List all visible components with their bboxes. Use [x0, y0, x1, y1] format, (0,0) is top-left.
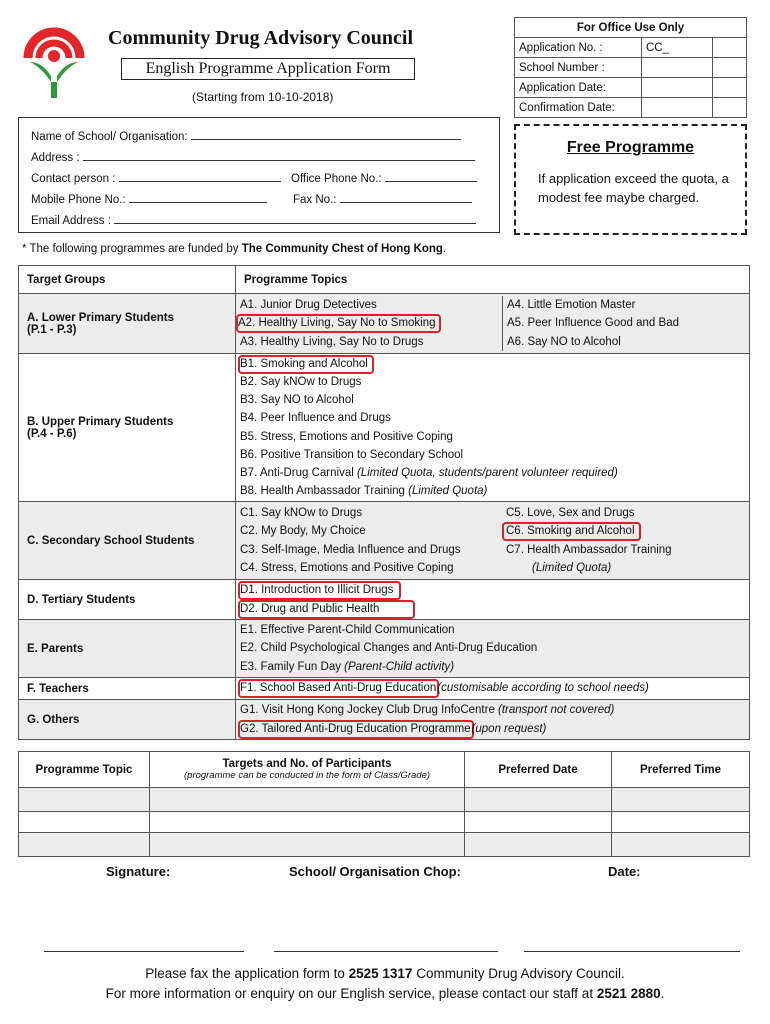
application-header-row	[19, 752, 750, 788]
topic-c3[interactable]: C3. Self-Image, Media Influence and Drugs	[240, 543, 461, 556]
input-cell[interactable]	[150, 812, 465, 833]
topic-d1[interactable]: D1. Introduction to Illicit Drugs	[240, 583, 399, 598]
group-d-name: D. Tertiary Students	[19, 580, 236, 620]
topic-g2[interactable]: G2. Tailored Anti-Drug Education Programme	[240, 722, 471, 735]
office-value[interactable]: CC_	[642, 38, 713, 58]
signature-label: Signature:	[106, 864, 171, 879]
office-value[interactable]	[642, 78, 713, 98]
col-preferred-time: Preferred Time	[612, 752, 750, 788]
col-targets: Targets and No. of Participants	[222, 758, 392, 770]
date-label: Date:	[608, 864, 641, 879]
school-name-field[interactable]	[191, 128, 461, 140]
input-cell[interactable]	[19, 833, 150, 857]
application-row	[19, 812, 750, 833]
footer-contact-suffix: .	[660, 986, 665, 1001]
group-f-name: F. Teachers	[19, 678, 236, 700]
form-title: English Programme Application Form	[121, 58, 415, 80]
group-row-d	[19, 580, 750, 620]
footer-phone-number: 2521 2880	[596, 986, 661, 1001]
topic-a4[interactable]: A4. Little Emotion Master	[507, 299, 636, 312]
funding-name: The Community Chest of Hong Kong	[241, 243, 443, 255]
group-c-name: C. Secondary School Students	[19, 502, 236, 580]
topic-g1-row	[236, 701, 749, 719]
group-e-name: E. Parents	[19, 620, 236, 678]
fax-label: Fax No.:	[293, 194, 337, 206]
input-cell[interactable]	[612, 788, 750, 812]
topic-c4[interactable]: C4. Stress, Emotions and Positive Coping	[240, 561, 454, 574]
office-phone-field[interactable]	[385, 170, 477, 182]
topic-c1[interactable]: C1. Say kNOw to Drugs	[240, 507, 363, 520]
office-phone-label: Office Phone No.:	[291, 173, 382, 185]
group-row-f	[19, 678, 750, 700]
contact-person-label: Contact person :	[31, 173, 116, 185]
input-cell[interactable]	[465, 812, 612, 833]
topic-c7[interactable]: C7. Health Ambassador Training	[506, 543, 672, 556]
email-field[interactable]	[114, 212, 476, 224]
topic-e3-note: (Parent-Child activity)	[344, 660, 455, 673]
input-cell[interactable]	[19, 788, 150, 812]
office-row	[515, 58, 747, 78]
table-header-row	[19, 266, 750, 294]
starting-date: (Starting from 10-10-2018)	[192, 90, 334, 104]
address-label: Address :	[31, 152, 80, 164]
input-cell[interactable]	[612, 812, 750, 833]
col-target-groups: Target Groups	[19, 266, 236, 294]
input-cell[interactable]	[150, 833, 465, 857]
office-label: Application Date:	[515, 78, 642, 98]
topic-d2[interactable]: D2. Drug and Public Health	[240, 602, 413, 617]
signature-line[interactable]	[44, 951, 244, 952]
fax-field[interactable]	[340, 191, 472, 203]
topic-a1[interactable]: A1. Junior Drug Detectives	[240, 299, 377, 312]
topic-c7-note: (Limited Quota)	[532, 561, 612, 574]
topic-b6[interactable]: B6. Positive Transition to Secondary School	[240, 448, 464, 461]
topic-e3-row	[236, 658, 749, 676]
office-label: Confirmation Date:	[515, 98, 642, 118]
office-row	[515, 98, 747, 118]
application-row	[19, 833, 750, 857]
group-b-sub: (P.4 - P.6)	[27, 427, 77, 440]
mobile-label: Mobile Phone No.:	[31, 194, 126, 206]
input-cell[interactable]	[465, 788, 612, 812]
footer-line-1	[0, 966, 770, 981]
topic-e3[interactable]: E3. Family Fun Day	[240, 660, 345, 673]
footer-fax-prefix: Please fax the application form to	[145, 966, 349, 981]
topic-e1[interactable]: E1. Effective Parent-Child Communication	[240, 624, 455, 637]
topic-c6[interactable]: C6. Smoking and Alcohol	[504, 524, 639, 539]
topic-b8-note: (Limited Quota)	[408, 485, 488, 498]
group-row-a	[19, 294, 750, 354]
topic-b7-row	[236, 464, 749, 482]
input-cell[interactable]	[150, 788, 465, 812]
office-cell[interactable]	[713, 58, 747, 78]
topic-b5[interactable]: B5. Stress, Emotions and Positive Coping	[240, 430, 453, 443]
chop-line[interactable]	[274, 951, 498, 952]
topic-f1-note: (customisable according to school needs)	[437, 682, 649, 695]
programme-table	[18, 265, 750, 740]
col-preferred-date: Preferred Date	[465, 752, 612, 788]
input-cell[interactable]	[465, 833, 612, 857]
funding-suffix: .	[442, 243, 447, 255]
office-use-title: For Office Use Only	[515, 18, 747, 38]
office-row	[515, 78, 747, 98]
topic-b4[interactable]: B4. Peer Influence and Drugs	[240, 412, 391, 425]
topic-a2[interactable]: A2. Healthy Living, Say No to Smoking	[238, 316, 439, 331]
application-table	[18, 751, 750, 857]
application-row	[19, 788, 750, 812]
free-programme-box	[514, 124, 747, 235]
funding-prefix: * The following programmes are funded by	[22, 243, 242, 255]
free-programme-title: Free Programme	[566, 139, 695, 156]
topic-b7-note: (Limited Quota, students/parent volunteer required)	[356, 466, 618, 479]
office-label: Application No. :	[515, 38, 642, 58]
chop-label: School/ Organisation Chop:	[289, 864, 461, 879]
group-a-sub: (P.1 - P.3)	[27, 323, 77, 336]
office-use-table	[514, 17, 747, 118]
office-value[interactable]	[642, 58, 713, 78]
topic-b2[interactable]: B2. Say kNOw to Drugs	[240, 375, 362, 388]
group-row-e	[19, 620, 750, 678]
office-cell[interactable]	[713, 78, 747, 98]
col-targets-note: (programme can be conducted in the form of Class/Grade)	[183, 770, 431, 781]
footer-fax-number: 2525 1317	[348, 966, 413, 981]
topic-g2-note: (upon request)	[471, 722, 547, 735]
office-row	[515, 38, 747, 58]
topic-e2[interactable]: E2. Child Psychological Changes and Anti-Drug Education	[240, 642, 538, 655]
topic-g1-note: (transport not covered)	[498, 704, 615, 717]
topic-g1[interactable]: G1. Visit Hong Kong Jockey Club Drug InfoCentre	[240, 704, 499, 717]
topic-a5[interactable]: A5. Peer Influence Good and Bad	[507, 317, 679, 330]
input-cell[interactable]	[19, 812, 150, 833]
school-name-label: Name of School/ Organisation:	[31, 131, 188, 143]
email-label: Email Address :	[31, 215, 111, 227]
office-label: School Number :	[515, 58, 642, 78]
date-line[interactable]	[524, 951, 740, 952]
office-cell[interactable]	[713, 98, 747, 118]
council-logo	[22, 18, 86, 100]
topic-b8[interactable]: B8. Health Ambassador Training	[240, 485, 409, 498]
footer-line-2	[0, 986, 770, 1001]
input-cell[interactable]	[612, 833, 750, 857]
address-field[interactable]	[83, 149, 475, 161]
group-a-name: A. Lower Primary Students	[27, 311, 174, 324]
topic-a3[interactable]: A3. Healthy Living, Say No to Drugs	[240, 335, 424, 348]
topic-b3[interactable]: B3. Say NO to Alcohol	[240, 394, 354, 407]
topic-a6[interactable]: A6. Say NO to Alcohol	[507, 335, 621, 348]
group-row-c	[19, 502, 750, 580]
org-name: Community Drug Advisory Council	[108, 27, 414, 49]
topic-c5[interactable]: C5. Love, Sex and Drugs	[506, 507, 635, 520]
funding-note	[22, 243, 446, 255]
footer-contact-prefix: For more information or enquiry on our English service, please contact our staff at	[105, 986, 597, 1001]
office-value[interactable]	[642, 98, 713, 118]
topic-b1[interactable]: B1. Smoking and Alcohol	[240, 357, 372, 372]
contact-person-field[interactable]	[119, 170, 281, 182]
topic-c2[interactable]: C2. My Body, My Choice	[240, 525, 366, 538]
col-programme-topic: Programme Topic	[19, 752, 150, 788]
footer-fax-suffix: Community Drug Advisory Council.	[412, 966, 625, 981]
office-cell[interactable]	[713, 38, 747, 58]
contact-details-box	[18, 117, 500, 233]
free-programme-text: If application exceed the quota, a modest fee maybe charged.	[538, 171, 729, 205]
group-g-name: G. Others	[19, 700, 236, 740]
topic-b7[interactable]: B7. Anti-Drug Carnival	[240, 466, 357, 479]
group-row-g	[19, 700, 750, 740]
topic-b8-row	[236, 482, 749, 500]
group-row-b	[19, 354, 750, 502]
topic-f1[interactable]: F1. School Based Anti-Drug Education	[240, 682, 437, 695]
group-b-name: B. Upper Primary Students	[27, 415, 174, 428]
mobile-field[interactable]	[129, 191, 267, 203]
col-programme-topics: Programme Topics	[236, 266, 750, 294]
